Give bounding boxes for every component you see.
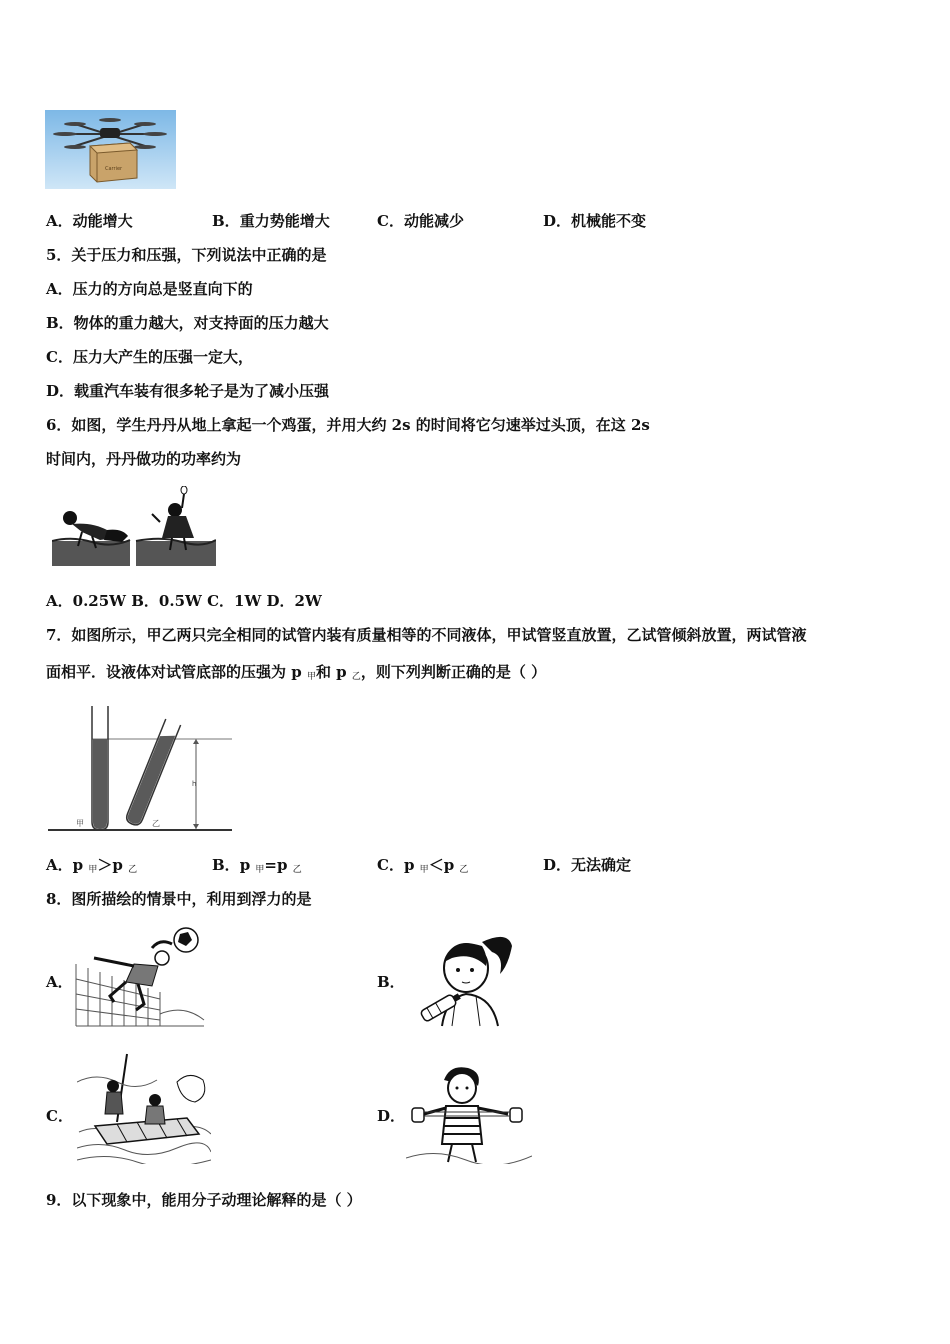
option-text: p bbox=[403, 856, 420, 874]
option-text: 无法确定 bbox=[571, 856, 632, 874]
q4-option-a[interactable] bbox=[46, 212, 133, 230]
subscript: 乙 bbox=[292, 865, 302, 875]
option-letter: B． bbox=[212, 212, 240, 230]
test-tubes-figure bbox=[46, 704, 234, 834]
label-yi: 乙 bbox=[152, 819, 160, 828]
q9-stem: 9．以下现象中，能用分子动理论解释的是（ ） bbox=[46, 1191, 362, 1209]
subscript: 乙 bbox=[128, 865, 138, 875]
q4-option-d[interactable] bbox=[543, 212, 646, 230]
subscript: 甲 bbox=[88, 865, 98, 875]
q5-option-d[interactable]: D．载重汽车装有很多轮子是为了减小压强 bbox=[46, 382, 330, 400]
option-text: 动能减少 bbox=[403, 212, 464, 230]
option-text: =p bbox=[264, 856, 293, 874]
subscript: 乙 bbox=[459, 865, 469, 875]
option-text: p bbox=[239, 856, 256, 874]
option-text: 动能增大 bbox=[72, 212, 133, 230]
q6-stem-line1: 6．如图，学生丹丹从地上拿起一个鸡蛋，并用大约 2s 的时间将它匀速举过头顶，在这 2s bbox=[46, 416, 650, 434]
label-h: h bbox=[192, 780, 197, 788]
goalkeeper-figure[interactable] bbox=[74, 924, 208, 1028]
girl-drinking-figure[interactable] bbox=[412, 926, 518, 1028]
girl-lifting-egg-figure bbox=[52, 486, 216, 566]
subscript-yi: 乙 bbox=[351, 672, 361, 682]
q8-option-d-letter[interactable]: D． bbox=[377, 1107, 406, 1125]
label-jia: 甲 bbox=[76, 819, 84, 828]
stem-text: ，则下列判断正确的是（ ） bbox=[360, 663, 547, 681]
q6-options[interactable]: A．0.25W B．0.5W C．1W D．2W bbox=[46, 592, 322, 610]
stem-text: 和 p bbox=[315, 663, 352, 681]
option-text: 机械能不变 bbox=[571, 212, 647, 230]
q8-option-b-letter[interactable]: B． bbox=[377, 973, 405, 991]
q8-option-a-letter[interactable]: A． bbox=[46, 973, 73, 991]
q5-option-a[interactable]: A．压力的方向总是竖直向下的 bbox=[46, 280, 253, 298]
q5-stem: 5．关于压力和压强，下列说法中正确的是 bbox=[46, 246, 327, 264]
chest-expander-figure[interactable] bbox=[406, 1062, 532, 1164]
subscript: 甲 bbox=[255, 865, 265, 875]
q7-option-c[interactable] bbox=[377, 856, 468, 879]
option-text: 重力势能增大 bbox=[239, 212, 330, 230]
subscript: 甲 bbox=[419, 865, 429, 875]
drone-figure bbox=[45, 110, 176, 189]
option-letter: D． bbox=[543, 856, 572, 874]
option-letter: A． bbox=[46, 212, 73, 230]
option-text: ＜p bbox=[428, 856, 460, 874]
option-letter: C． bbox=[377, 212, 404, 230]
q7-option-d[interactable] bbox=[543, 856, 631, 874]
subscript-jia: 甲 bbox=[306, 672, 316, 682]
q7-option-a[interactable] bbox=[46, 856, 137, 879]
option-letter: A． bbox=[46, 856, 73, 874]
q8-stem: 8．图所描绘的情景中，利用到浮力的是 bbox=[46, 890, 312, 908]
q7-stem-line2 bbox=[46, 663, 546, 686]
q5-option-b[interactable]: B．物体的重力越大，对支持面的压力越大 bbox=[46, 314, 329, 332]
q5-option-c[interactable]: C．压力大产生的压强一定大， bbox=[46, 348, 253, 366]
q4-option-c[interactable] bbox=[377, 212, 464, 230]
q4-option-b[interactable] bbox=[212, 212, 330, 230]
q6-stem-line2: 时间内，丹丹做功的功率约为 bbox=[46, 450, 242, 468]
option-letter: C． bbox=[377, 856, 404, 874]
stem-text: 面相平．设液体对试管底部的压强为 p bbox=[46, 663, 307, 681]
q7-stem-line1: 7．如图所示，甲乙两只完全相同的试管内装有质量相等的不同液体，甲试管竖直放置，乙试管倾斜放置，两试管液 bbox=[46, 626, 807, 644]
q8-option-c-letter[interactable]: C． bbox=[46, 1107, 73, 1125]
option-letter: B． bbox=[212, 856, 240, 874]
option-letter: D． bbox=[543, 212, 572, 230]
option-text: p bbox=[72, 856, 89, 874]
box-label: Carrier bbox=[105, 166, 123, 172]
option-text: ＞p bbox=[97, 856, 129, 874]
raft-figure[interactable] bbox=[77, 1052, 211, 1164]
q7-option-b[interactable] bbox=[212, 856, 302, 879]
